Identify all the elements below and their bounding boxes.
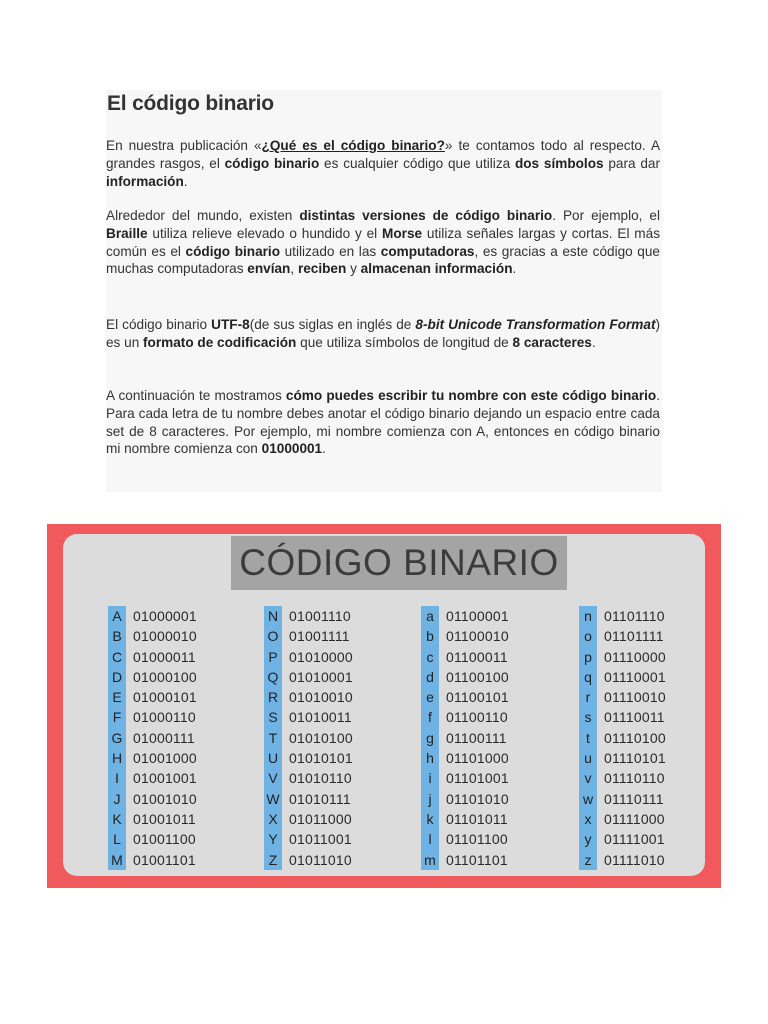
binary-row [579, 748, 666, 768]
binary-row [264, 728, 353, 748]
binary-code: 01010100 [289, 729, 353, 746]
binary-letter: n [579, 606, 597, 626]
binary-letter: H [108, 748, 126, 768]
binary-row [264, 626, 353, 646]
binary-letter: Q [264, 667, 282, 687]
binary-row [108, 647, 197, 667]
text-segment: . [322, 441, 326, 457]
text-segment: A continuación te mostramos [106, 388, 286, 403]
binary-letter: O [264, 626, 282, 646]
bold-term: cómo puedes escribir tu nombre con este código binario [285, 388, 657, 403]
binary-row [108, 606, 197, 626]
binary-letter: q [579, 667, 597, 687]
binary-row [579, 829, 666, 849]
binary-code: 01001010 [133, 790, 197, 807]
binary-letter: V [264, 768, 282, 788]
binary-row [264, 829, 353, 849]
binary-row [421, 768, 509, 788]
binary-row [579, 707, 666, 727]
binary-letter: p [579, 647, 597, 667]
binary-row [264, 707, 353, 727]
binary-row [108, 748, 197, 768]
binary-code: 01001000 [133, 750, 197, 767]
binary-letter: S [264, 707, 282, 727]
binary-letter: G [108, 728, 126, 748]
binary-letter: o [579, 626, 597, 646]
binary-code: 01100101 [446, 689, 509, 706]
binary-row [579, 728, 666, 748]
binary-letter: Z [264, 850, 282, 870]
binary-code: 01101001 [446, 770, 509, 787]
binary-code: 01100010 [446, 628, 509, 645]
text-segment: , [290, 261, 298, 277]
bold-term: información [106, 173, 184, 189]
binary-code: 01101111 [604, 628, 664, 645]
binary-letter: F [108, 707, 126, 727]
binary-row [421, 687, 509, 707]
text-segment: utiliza señales largas y cortas. El más común es el [106, 225, 660, 259]
binary-row [579, 667, 666, 687]
binary-code: 01010010 [289, 689, 353, 706]
binary-letter: w [579, 789, 597, 809]
binary-code: 01101011 [446, 810, 508, 827]
binary-row [579, 768, 666, 788]
binary-code: 01101000 [446, 750, 509, 767]
text-segment: ) es un [106, 317, 660, 350]
binary-letter: j [421, 789, 439, 809]
binary-code: 01010001 [289, 668, 353, 685]
binary-letter: f [421, 707, 439, 727]
binary-letter: X [264, 809, 282, 829]
binary-row [264, 809, 353, 829]
binary-code: 01110001 [604, 668, 666, 685]
binary-letter: y [579, 829, 597, 849]
binary-letter: E [108, 687, 126, 707]
binary-letter: R [264, 687, 282, 707]
binary-column-uppercase-n-z [264, 606, 353, 870]
binary-letter: z [579, 850, 597, 870]
text-segment: utilizado en las [280, 243, 381, 259]
binary-letter: J [108, 789, 126, 809]
bold-term: envían [247, 261, 291, 277]
binary-row [108, 789, 197, 809]
binary-row [264, 789, 353, 809]
binary-letter: d [421, 667, 439, 687]
binary-letter: i [421, 768, 439, 788]
binary-row [579, 687, 666, 707]
binary-letter: K [108, 809, 126, 829]
text-segment: » te contamos todo al respecto. A grandes rasgos, el [106, 138, 661, 171]
binary-code: 01000111 [133, 729, 195, 746]
binary-code: 01100011 [446, 648, 508, 665]
binary-row [264, 687, 353, 707]
binary-code: 01000010 [133, 628, 197, 645]
binary-letter: k [421, 809, 439, 829]
binary-row [264, 647, 353, 667]
binary-letter: a [421, 606, 439, 626]
binary-code: 01110111 [604, 790, 664, 807]
bold-term: dos símbolos [514, 155, 604, 171]
binary-row [421, 667, 509, 687]
bold-italic-term: 8-bit Unicode Transformation Format [415, 317, 656, 332]
paragraph-intro [106, 137, 660, 190]
binary-code: 01111000 [604, 810, 665, 827]
binary-letter: P [264, 647, 282, 667]
binary-code-panel [63, 534, 705, 876]
binary-code: 01001110 [289, 608, 351, 624]
bold-term: computadoras [380, 243, 475, 259]
binary-code: 01100111 [446, 729, 507, 746]
binary-code: 01110010 [604, 689, 666, 706]
bold-term: código binario [185, 243, 281, 259]
binary-letter: r [579, 687, 597, 707]
binary-row [264, 850, 353, 870]
binary-row [264, 606, 353, 626]
binary-row [264, 748, 353, 768]
binary-code: 01110110 [604, 770, 665, 787]
text-segment: que utiliza símbolos de longitud de [296, 334, 513, 350]
text-segment: . Para cada letra de tu nombre debes anotar el código binario dejando un espacio entre cada set de 8 caracteres. Por ejemplo, mi nombre comienza con A, entonces en código binario mi nombre comienza con [106, 388, 660, 457]
bold-term: Braille [106, 225, 148, 241]
binary-code: 01001011 [133, 810, 196, 827]
binary-code: 01000011 [133, 648, 196, 665]
binary-row [108, 768, 197, 788]
binary-letter: m [421, 850, 439, 870]
binary-letter: Y [264, 829, 282, 849]
bold-term: formato de codificación [143, 334, 297, 350]
binary-row [579, 626, 666, 646]
binary-column-lowercase-a-m [421, 606, 509, 870]
binary-code: 01100100 [446, 668, 509, 685]
article-card [106, 90, 662, 492]
paragraph-name-example [106, 387, 660, 458]
binary-code: 01110101 [604, 750, 666, 767]
bold-term: distintas versiones de código binario [299, 208, 553, 223]
binary-code: 01101010 [446, 790, 509, 807]
binary-code: 01011001 [289, 831, 352, 848]
binary-row [108, 687, 197, 707]
text-segment: para dar [603, 155, 660, 171]
binary-row [579, 850, 666, 870]
binary-code: 01100001 [446, 608, 509, 624]
binary-row [108, 667, 197, 687]
binary-code: 01010111 [289, 790, 351, 807]
text-segment: El código binario [106, 317, 212, 332]
binary-row [108, 809, 197, 829]
binary-code: 01001101 [133, 851, 196, 868]
article-title: El código binario [107, 92, 274, 115]
text-segment: . [591, 334, 596, 350]
bold-term: Morse [382, 225, 423, 241]
binary-row [421, 728, 509, 748]
binary-code: 01110011 [604, 709, 665, 726]
bold-term: UTF-8 [211, 317, 250, 332]
paragraph-utf8 [106, 316, 660, 352]
binary-row [579, 647, 666, 667]
bold-term: 8 caracteres [512, 334, 592, 350]
binary-letter: D [108, 667, 126, 687]
text-segment: (de sus siglas en inglés de [249, 317, 416, 332]
text-segment: . Por ejemplo, el [552, 208, 660, 223]
bold-term: almacenan información [360, 261, 513, 277]
binary-letter: W [264, 789, 282, 809]
binary-letter: A [108, 606, 126, 626]
binary-code: 01100110 [446, 709, 508, 726]
binary-code: 01001100 [133, 831, 196, 848]
binary-code: 01101110 [604, 608, 665, 624]
binary-code: 01110100 [604, 729, 666, 746]
text-segment: . [183, 173, 188, 189]
text-segment: , es gracias a este código que muchas computadoras [106, 243, 660, 277]
binary-letter: L [108, 829, 126, 849]
binary-code: 01101100 [446, 831, 508, 848]
binary-code: 01000101 [133, 689, 197, 706]
binary-row [108, 728, 197, 748]
binary-row [579, 809, 666, 829]
text-segment: Alrededor del mundo, existen [106, 208, 300, 223]
binary-code: 01111010 [604, 851, 665, 868]
text-segment: y [346, 261, 361, 277]
binary-row [421, 647, 509, 667]
binary-letter: c [421, 647, 439, 667]
binary-letter: T [264, 728, 282, 748]
binary-letter: e [421, 687, 439, 707]
article-link[interactable]: ¿Qué es el código binario? [261, 138, 445, 153]
binary-column-uppercase-a-m [108, 606, 197, 870]
binary-code: 01110000 [604, 648, 666, 665]
binary-row [421, 809, 509, 829]
binary-code-image [47, 524, 721, 888]
binary-letter: b [421, 626, 439, 646]
binary-letter: x [579, 809, 597, 829]
text-segment: . [512, 261, 517, 277]
binary-code: 01010101 [289, 750, 353, 767]
binary-row [421, 707, 509, 727]
binary-code: 01010011 [289, 709, 352, 726]
binary-code: 01101101 [446, 851, 508, 868]
binary-row [421, 606, 509, 626]
binary-code: 01001111 [289, 628, 350, 645]
binary-letter: M [108, 850, 126, 870]
binary-row [108, 626, 197, 646]
binary-code: 01010110 [289, 770, 352, 787]
binary-row [579, 606, 666, 626]
binary-letter: U [264, 748, 282, 768]
binary-row [108, 829, 197, 849]
text-segment: En nuestra publicación « [106, 138, 262, 153]
binary-letter: C [108, 647, 126, 667]
binary-row [108, 850, 197, 870]
binary-row [421, 789, 509, 809]
binary-letter: N [264, 606, 282, 626]
binary-code: 01000001 [133, 608, 197, 624]
binary-row [421, 626, 509, 646]
binary-letter: v [579, 768, 597, 788]
binary-code: 01011000 [289, 810, 352, 827]
binary-letter: t [579, 728, 597, 748]
binary-letter: g [421, 728, 439, 748]
binary-letter: u [579, 748, 597, 768]
text-segment: es cualquier código que utiliza [319, 155, 515, 171]
binary-row [264, 768, 353, 788]
bold-term: código binario [224, 155, 320, 171]
binary-code: 01000100 [133, 668, 197, 685]
bold-term: 01000001 [261, 441, 323, 457]
binary-code: 01111001 [604, 831, 665, 848]
binary-letter: l [421, 829, 439, 849]
binary-letter: s [579, 707, 597, 727]
binary-row [421, 850, 509, 870]
binary-row [108, 707, 197, 727]
binary-row [421, 748, 509, 768]
text-segment: utiliza relieve elevado o hundido y el [147, 225, 383, 241]
binary-column-lowercase-n-z [579, 606, 666, 870]
paragraph-versions [106, 207, 660, 278]
binary-code: 01001001 [133, 770, 197, 787]
binary-letter: I [108, 768, 126, 788]
binary-letter: B [108, 626, 126, 646]
binary-row [421, 829, 509, 849]
binary-code: 01000110 [133, 709, 196, 726]
binary-table-title: CÓDIGO BINARIO [231, 536, 567, 590]
binary-row [579, 789, 666, 809]
bold-term: reciben [297, 261, 347, 277]
binary-code: 01010000 [289, 648, 353, 665]
binary-code: 01011010 [289, 851, 352, 868]
binary-letter: h [421, 748, 439, 768]
binary-row [264, 667, 353, 687]
